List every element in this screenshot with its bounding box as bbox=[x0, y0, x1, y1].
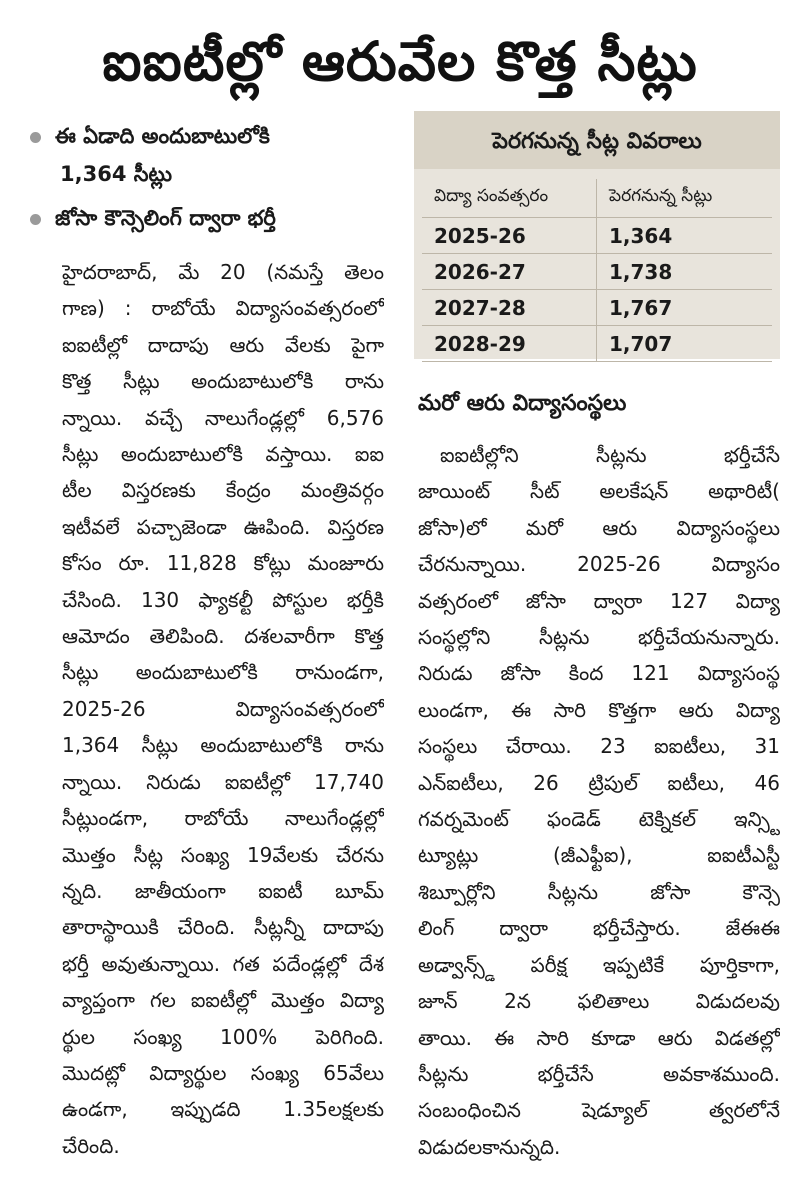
article-line: ట్యూట్లు (జీఎఫ్టీఐ), ఐఐటీఎస్టీ bbox=[418, 843, 780, 868]
article-line: సంబంధించిన షెడ్యూల్ త్వరలోనే bbox=[418, 1098, 780, 1123]
article-line: మొత్తం సీట్ల సంఖ్య 19వేలకు చేరను bbox=[62, 842, 384, 867]
article-line: తాయి. ఈ సారి కూడా ఆరు విడతల్లో bbox=[418, 1025, 780, 1050]
article-line: గవర్నమెంట్ ఫండెడ్ టెక్నికల్ ఇన్స్టి bbox=[418, 807, 780, 832]
article-line: 1,364 సీట్లు అందుబాటులోకి రాను bbox=[62, 733, 384, 758]
article-line: తారాస్థాయికి చేరింది. సీట్లన్నీ దాదాపు bbox=[62, 915, 384, 940]
article-line: మొదట్లో విద్యార్థుల సంఖ్య 65వేలు bbox=[62, 1060, 384, 1085]
article-line: జోసా)లో మరో ఆరు విద్యాసంస్థలు bbox=[418, 515, 780, 540]
right-article-column bbox=[418, 437, 780, 1165]
article-line: సీట్లు అందుబాటులోకి వస్తాయి. ఐఐ bbox=[62, 442, 384, 467]
article-line: సీట్లుండగా, రాబోయే నాలుగేండ్లల్లో bbox=[62, 806, 384, 831]
bullet-text-continued: 1,364 సీట్లు bbox=[60, 162, 172, 186]
article-line: హైదరాబాద్, మే 20 (నమస్తే తెలం bbox=[62, 260, 384, 284]
article-line: సంస్థలు చేరాయి. 23 ఐఐటీలు, 31 bbox=[418, 734, 780, 759]
article-line: చేసింది. 130 ఫ్యాకల్టీ పోస్టుల భర్తీకి bbox=[62, 587, 384, 612]
table-cell-seats: 1,707 bbox=[597, 326, 773, 362]
table-title: పెరగనున్న సీట్ల వివరాలు bbox=[414, 111, 780, 169]
article-line: వత్సరంలో జోసా ద్వారా 127 విద్యా bbox=[418, 588, 780, 613]
bullet-dot-icon bbox=[30, 214, 41, 225]
article-line: ఆమోదం తెలిపింది. దశలవారీగా కొత్త bbox=[62, 624, 384, 649]
table-header-row bbox=[422, 179, 772, 218]
article-line: చేరింది. bbox=[62, 1133, 120, 1158]
article-line: న్నది. జాతీయంగా ఐఐటీ బూమ్ bbox=[62, 878, 384, 903]
article-line: విడుదలకానున్నది. bbox=[418, 1134, 561, 1159]
table-cell-seats: 1,364 bbox=[597, 218, 773, 254]
article-line: వ్యాప్తంగా గల ఐఐటీల్లో మొత్తం విద్యా bbox=[62, 988, 384, 1013]
bullet-item bbox=[30, 200, 276, 236]
table-cell-year: 2026-27 bbox=[422, 254, 597, 290]
article-line: జూన్ 2న ఫలితాలు విడుదలవు bbox=[418, 989, 780, 1014]
bullet-text: జోసా కౌన్సెలింగ్ ద్వారా భర్తీ bbox=[55, 206, 276, 230]
headline: ఐఐటీల్లో ఆరువేల కొత్త సీట్లు bbox=[102, 30, 698, 93]
article-line: నిరుడు జోసా కింద 121 విద్యాసంస్థ bbox=[418, 661, 780, 686]
table-row bbox=[422, 326, 772, 362]
article-line: న్నాయి. వచ్చే నాలుగేండ్లల్లో 6,576 bbox=[62, 405, 384, 430]
left-article-column bbox=[62, 254, 384, 1164]
article-line: లుండగా, ఈ సారి కొత్తగా ఆరు విద్యా bbox=[418, 697, 780, 722]
article-line: అడ్వాన్స్డ్ పరీక్ష ఇప్పటికే పూర్తికాగా, bbox=[418, 952, 780, 977]
table-cell-year: 2027-28 bbox=[422, 290, 597, 326]
article-line: టీల విస్తరణకు కేంద్రం మంత్రివర్గం bbox=[62, 478, 384, 503]
table-cell-year: 2025-26 bbox=[422, 218, 597, 254]
article-line: గాణ) : రాబోయే విద్యాసంవత్సరంలో bbox=[62, 296, 384, 321]
bullet-item bbox=[30, 118, 270, 154]
bullet-dot-icon bbox=[30, 132, 41, 143]
article-line: లింగ్ ద్వారా భర్తీచేస్తారు. జేఈఈ bbox=[418, 916, 780, 941]
article-line: ర్థుల సంఖ్య 100% పెరిగింది. bbox=[62, 1024, 384, 1049]
bullet-text: ఈ ఏడాది అందుబాటులోకి bbox=[55, 124, 270, 148]
table-cell-seats: 1,767 bbox=[597, 290, 773, 326]
table-cell-year: 2028-29 bbox=[422, 326, 597, 362]
seat-table bbox=[422, 179, 772, 362]
article-line: సీట్లను భర్తీచేసే అవకాశముంది. bbox=[418, 1061, 780, 1086]
seat-table-box bbox=[414, 111, 780, 359]
article-line: చేరనున్నాయి. 2025-26 విద్యాసం bbox=[418, 552, 780, 577]
article-line: న్నాయి. నిరుడు ఐఐటీల్లో 17,740 bbox=[62, 769, 384, 794]
article-line: సంస్థల్లోని సీట్లను భర్తీచేయనున్నారు. bbox=[418, 625, 780, 650]
article-line: జాయింట్ సీట్ అలకేషన్ అథారిటీ( bbox=[418, 479, 780, 504]
table-header-cell: పెరగనున్న సీట్లు bbox=[597, 179, 773, 218]
article-line: కోసం రూ. 11,828 కోట్లు మంజూరు bbox=[62, 551, 384, 576]
table-row bbox=[422, 254, 772, 290]
article-line: ఉండగా, ఇప్పుడది 1.35లక్షలకు bbox=[62, 1097, 384, 1122]
article-line: ఐఐటీల్లోని సీట్లను భర్తీచేసే bbox=[440, 443, 780, 467]
article-line: 2025-26 విద్యాసంవత్సరంలో bbox=[62, 696, 384, 721]
table-cell-seats: 1,738 bbox=[597, 254, 773, 290]
article-line: శిబ్పూర్లోని సీట్లను జోసా కౌన్సె bbox=[418, 879, 780, 904]
table-row bbox=[422, 290, 772, 326]
article-line: ఐఐటీల్లో దాదాపు ఆరు వేలకు పైగా bbox=[62, 332, 384, 357]
article-line: ఇటీవలే పచ్చాజెండా ఊపింది. విస్తరణ bbox=[62, 514, 384, 539]
article-line: భర్తీ అవుతున్నాయి. గత పదేండ్లల్లో దేశ bbox=[62, 951, 384, 976]
article-line: కొత్త సీట్లు అందుబాటులోకి రాను bbox=[62, 369, 384, 394]
table-header-cell: విద్యా సంవత్సరం bbox=[422, 179, 597, 218]
article-line: సీట్లు అందుబాటులోకి రానుండగా, bbox=[62, 660, 384, 685]
article-line: ఎన్ఐటీలు, 26 ట్రిపుల్ ఐటీలు, 46 bbox=[418, 770, 780, 795]
table-row bbox=[422, 218, 772, 254]
subheading: మరో ఆరు విద్యాసంస్థలు bbox=[418, 391, 627, 416]
